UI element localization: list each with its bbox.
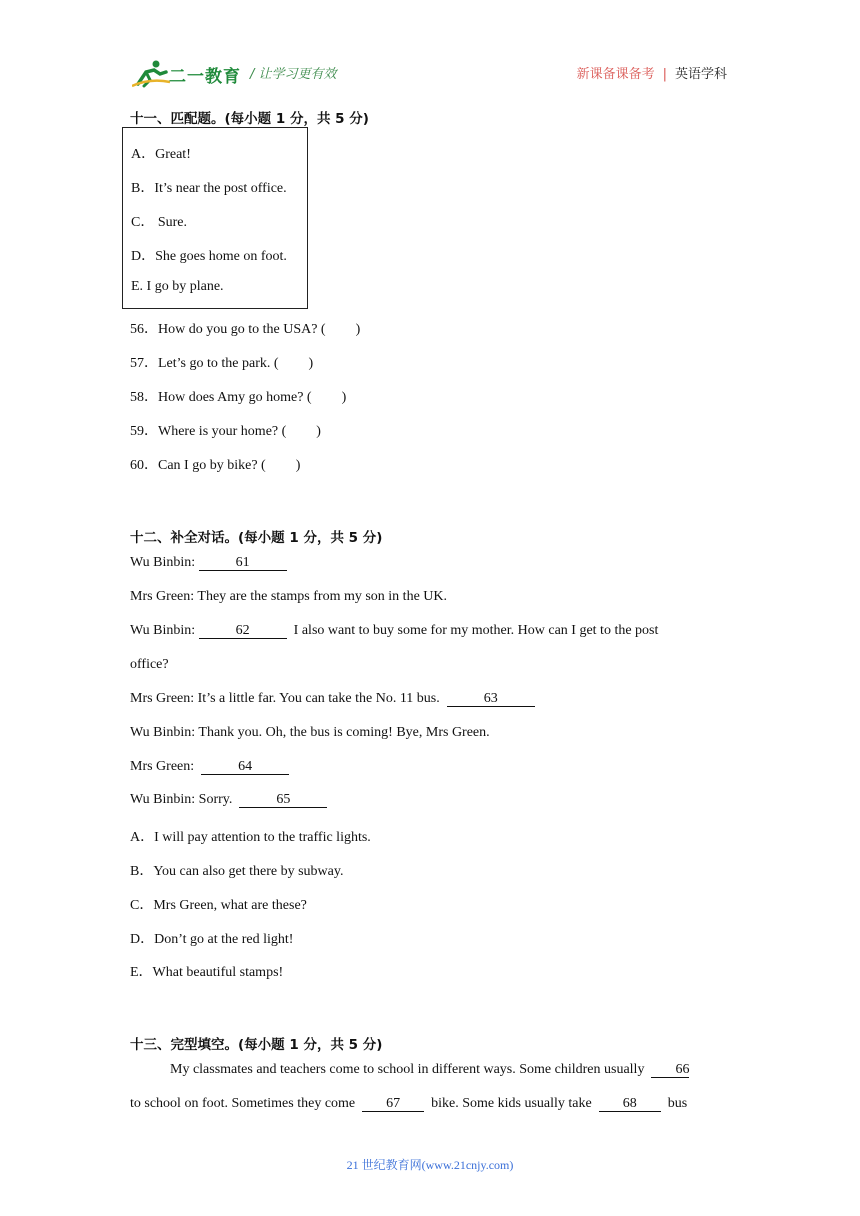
blank-67: 67	[362, 1097, 424, 1112]
option-c: C． Sure.	[131, 215, 187, 230]
section-12-title: 十二、补全对话。(每小题 1 分，共 5 分)	[130, 530, 383, 546]
passage-text: bike. Some kids usually take	[431, 1096, 592, 1111]
question-58	[130, 386, 346, 406]
dialogue-line-3-cont: office?	[130, 657, 169, 672]
question-56	[130, 318, 360, 338]
page-header	[132, 58, 727, 88]
passage-line-1	[170, 1062, 689, 1078]
question-close: )	[355, 322, 361, 337]
question-text: 56．How do you go to the USA? (	[130, 322, 326, 337]
header-tagline: 新课备课备考	[576, 67, 655, 82]
dialogue-text: Wu Binbin: Sorry.	[130, 792, 233, 807]
blank-66: 66	[651, 1063, 689, 1078]
options-box	[122, 127, 308, 309]
dialogue-line-4	[130, 691, 535, 707]
question-close: )	[316, 424, 321, 439]
header-separator: |	[662, 67, 667, 82]
option-e: E. I go by plane.	[131, 279, 224, 294]
question-text: 59．Where is your home? (	[130, 424, 287, 439]
option-b: B．You can also get there by subway.	[130, 864, 344, 879]
option-c: C．Mrs Green, what are these?	[130, 898, 307, 913]
option-e: E．What beautiful stamps!	[130, 965, 284, 980]
dialogue-line-5: Wu Binbin: Thank you. Oh, the bus is coming! Bye, Mrs Green.	[130, 725, 490, 740]
passage-text: bus	[667, 1096, 688, 1111]
passage-text: My classmates and teachers come to school in different ways. Some children usually	[170, 1062, 645, 1077]
blank-65: 65	[239, 793, 327, 808]
blank-64: 64	[201, 760, 289, 775]
blank-62: 62	[199, 624, 287, 639]
question-60	[130, 454, 300, 474]
blank-61: 61	[199, 556, 287, 571]
speaker: Wu Binbin:	[130, 623, 196, 638]
runner-logo-icon	[132, 58, 172, 88]
logo-text: 二一教育	[169, 67, 241, 87]
logo	[132, 58, 252, 88]
blank-68: 68	[599, 1097, 661, 1112]
option-d: D．She goes home on foot.	[131, 249, 287, 264]
dialogue-line-3	[130, 623, 658, 639]
passage-line-2	[130, 1096, 687, 1112]
blank-63: 63	[447, 692, 535, 707]
passage-text: to school on foot. Sometimes they come	[130, 1096, 356, 1111]
question-close: )	[308, 356, 314, 371]
speaker: Mrs Green:	[130, 759, 195, 774]
question-close: )	[295, 458, 301, 473]
option-d: D．Don’t go at the red light!	[130, 932, 294, 947]
dialogue-line-2: Mrs Green: They are the stamps from my son in the UK.	[130, 589, 448, 604]
question-57	[130, 352, 313, 372]
header-subject: 英语学科	[674, 67, 727, 82]
question-close: )	[341, 390, 347, 405]
dialogue-line-1	[130, 555, 287, 571]
option-a: A．Great!	[131, 147, 191, 162]
slogan: / 让学习更有效	[250, 67, 337, 82]
dialogue-line-7	[130, 792, 327, 808]
dialogue-line-6	[130, 759, 289, 775]
section-11-title: 十一、匹配题。(每小题 1 分，共 5 分)	[130, 111, 369, 127]
option-b: B．It’s near the post office.	[131, 181, 287, 196]
question-text: 60．Can I go by bike? (	[130, 458, 266, 473]
question-59	[130, 420, 321, 440]
dialogue-text: I also want to buy some for my mother. How can I get to the post	[293, 623, 659, 638]
page-footer[interactable]: 21 世纪教育网(www.21cnjy.com)	[346, 1158, 514, 1172]
option-a: A．I will pay attention to the traffic lights.	[130, 830, 371, 845]
question-text: 57．Let’s go to the park. (	[130, 356, 279, 371]
section-13-title: 十三、完型填空。(每小题 1 分，共 5 分)	[130, 1037, 383, 1053]
speaker: Wu Binbin:	[130, 555, 196, 570]
question-text: 58．How does Amy go home? (	[130, 390, 312, 405]
dialogue-text: Mrs Green: It’s a little far. You can take the No. 11 bus.	[130, 691, 440, 706]
header-right	[577, 63, 727, 82]
